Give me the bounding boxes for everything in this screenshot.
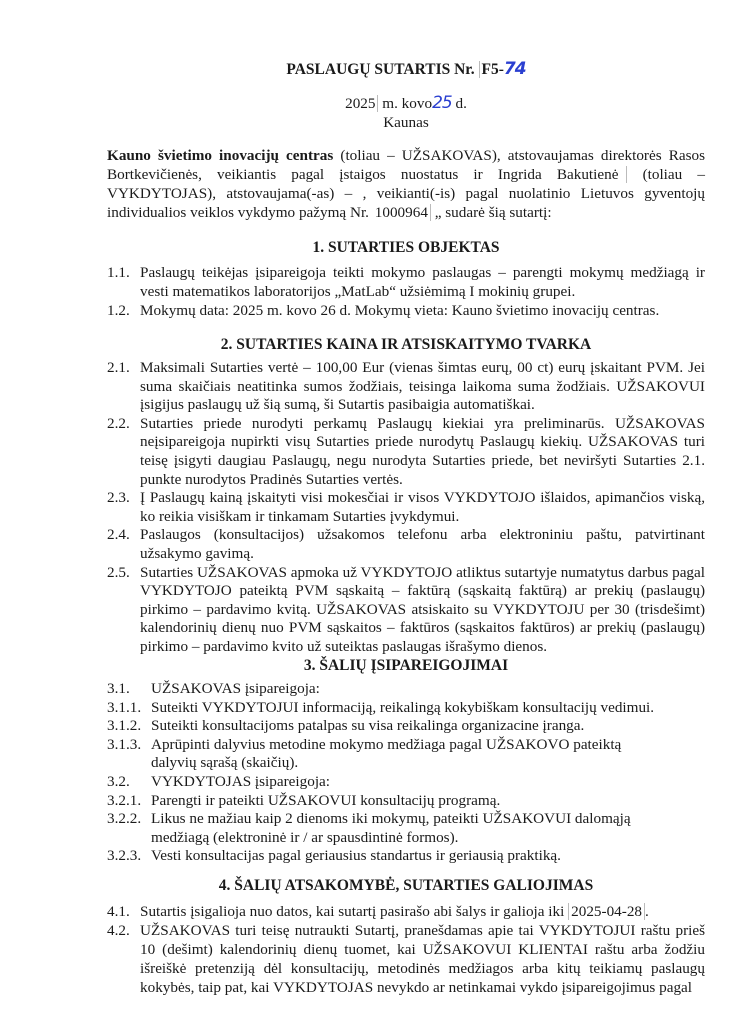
clause-text: Maksimali Sutarties vertė – 100,00 Eur (vienas šimtas eurų, 00 ct) eurų įskaitant PVM. Jei suma skaičiais neatitinka sumos žodžiais, teisinga laikoma suma žodžiais. UŽSAKOVUI įsigijus paslaugų už šią sumą, ši Sutartis pasibaigia automatiškai. — [140, 359, 705, 414]
clause-text: Suteikti VYKDYTOJUI informaciją, reikalingą kokybiškam konsultacijų vedimui. — [151, 698, 655, 716]
clause — [107, 526, 705, 563]
clause-text: Suteikti konsultacijoms patalpas su visa reikalinga organizacine įranga. — [151, 717, 585, 735]
section-3-items — [107, 680, 705, 866]
clause-text: VYKDYTOJAS įsipareigoja: — [151, 772, 331, 790]
clause-text: UŽSAKOVAS turi teisę nutraukti Sutartį, pranešdamas apie tai VYKDYTOJUI raštu prieš 10 (dešimt) kalendorinių dienų tuomet, kai UŽSAKOVUI KLIENTAI raštu arba žodžiu išreiškė pretenziją dėl konsultacijų, metodinės medžiagos arba kitų teikiamų paslaugų kokybės, taip pat, kai VYKDYTOJAS nevykdo ar netinkamai vykdo įsipareigojimus pagal — [140, 922, 705, 996]
clause — [107, 699, 705, 718]
section-4-items — [107, 902, 705, 997]
contract-number — [479, 61, 526, 78]
section-heading-3: 3. ŠALIŲ ĮSIPAREIGOJIMAI — [303, 657, 509, 674]
end-date: 2025-04-28 — [568, 903, 645, 920]
clause-text: Paslaugų teikėjas įsipareigoja teikti mokymo paslaugas – parengti mokymų medžiagą ir vesti matematikos laboratorijos „MatLab“ užsiėmimą I mokinių grupei. — [140, 264, 705, 300]
section-2-items — [107, 359, 705, 657]
clause-text — [140, 902, 705, 921]
section-heading-1: 1. SUTARTIES OBJEKTAS — [312, 239, 500, 256]
customer-name: Kauno švietimo inovacijų centras — [107, 147, 334, 164]
handwritten-day: 25 — [432, 93, 452, 113]
clause-text: Į Paslaugų kainą įskaityti visi mokesčiai ir visos VYKDYTOJO išlaidos, apimančios viską, ko reikia visiškam ir tinkamam Sutarties įvykdymui. — [140, 489, 705, 525]
clause — [107, 301, 705, 320]
certificate-number: 1000964 — [373, 204, 431, 221]
clause-number: 3.1. — [107, 680, 130, 697]
clause-text: Aprūpinti dalyvius metodine mokymo medžiaga pagal UŽSAKOVO pateiktą dalyvių sąrašą (skaičių). — [151, 735, 622, 772]
clause — [107, 489, 705, 526]
clause — [107, 717, 705, 736]
number-prefix: F5- — [481, 61, 504, 78]
clause-text: Paslaugos (konsultacijos) užsakomos telefonu arba elektroniniu paštu, patvirtinant užsakymo gavimą. — [140, 526, 705, 562]
clause-number: 2.5. — [107, 563, 130, 581]
clause-number: 2.4. — [107, 526, 130, 544]
clause-number: 3.1.2. — [107, 717, 142, 735]
clause — [107, 773, 705, 792]
clause — [107, 902, 705, 921]
clause — [107, 847, 705, 866]
clause — [107, 415, 705, 489]
contractor-name: Ingrida Bakutienė — [498, 166, 628, 183]
clause-text: Sutarties priede nurodyti perkamų Paslaugų kiekiai yra preliminarūs. UŽSAKOVAS neįsipareigoja nupirkti visų Sutarties priede nurodytų Paslaugų kiekių. UŽSAKOVAS turi teisę įsigyti daugiau Paslaugų, negu nurodyta Sutarties priede, bet neviršyti Sutarties 2.1. punkte nurodytos Pradinės Sutarties vertės. — [140, 414, 705, 488]
title-text: PASLAUGŲ SUTARTIS Nr. — [286, 61, 475, 78]
clause-number: 2.3. — [107, 489, 130, 507]
section-heading-2: 2. SUTARTIES KAINA IR ATSISKAITYMO TVARKA — [220, 336, 592, 353]
clause-number: 3.2. — [107, 772, 130, 790]
contract-city: Kaunas — [383, 114, 429, 131]
clause — [107, 736, 705, 773]
clause-number: 3.2.2. — [107, 810, 142, 828]
clause-text: Likus ne mažiau kaip 2 dienoms iki mokymų, pateikti UŽSAKOVUI dalomąją medžiagą (elektroninė ir / ar spausdintinė formos). — [151, 810, 631, 846]
clause-number: 2.2. — [107, 414, 130, 432]
clause-text: Parengti ir pateikti UŽSAKOVUI konsultacijų programą. — [151, 791, 501, 809]
clause-number: 1.1. — [107, 264, 130, 281]
intro-text-3: „ sudarė šią sutartį: — [430, 204, 552, 221]
clause-number: 2.1. — [107, 359, 130, 376]
clause — [107, 359, 705, 415]
clause-text-main: Sutartis įsigalioja nuo datos, kai sutartį pasirašo abi šalys ir galioja iki — [140, 903, 569, 920]
clause-end: . — [645, 903, 649, 920]
clause — [107, 810, 705, 847]
clause-text: Mokymų data: 2025 m. kovo 26 d. Mokymų vieta: Kauno švietimo inovacijų centras. — [140, 302, 660, 319]
date-year: 2025 — [345, 95, 378, 112]
clause-number: 3.1.3. — [107, 735, 142, 753]
date-day-suffix: d. — [455, 95, 467, 112]
handwritten-number: 74 — [503, 59, 526, 79]
clause-text: Sutarties UŽSAKOVAS apmoka už VYKDYTOJO atliktus sutartyje numatytus darbus pagal VYKDYTOJO pateiktą PVM sąskaitą – faktūrą (sąskaitą faktūrą) ar prekių (paslaugų) pirkimo – pardavimo kvitą. UŽSAKOVAS atsiskaito su VYKDYTOJU per 30 (trisdešimt) kalendorinių dienų nuo PVM sąskaitos – faktūros (sąskaitos faktūros) ar prekių (paslaugų) pirkimo – pardavimo kvito už suteiktas paslaugas išrašymo dienos. — [140, 563, 705, 655]
clause — [107, 564, 705, 657]
clause — [107, 680, 705, 699]
clause-text: Vesti konsultacijas pagal geriausius standartus ir geriausią praktiką. — [151, 847, 561, 865]
clause — [107, 263, 705, 301]
clause-number: 4.1. — [107, 903, 130, 920]
intro-paragraph — [107, 146, 705, 222]
clause-number: 3.2.3. — [107, 847, 142, 865]
clause-number: 4.2. — [107, 922, 130, 939]
intro-text-2: (toliau – VYKDYTOJAS), atstovaujama(-as) – , veikianti(-is) pagal nuolatinio Lietuvos gyventojų individualios veiklos vykdymo pažymą Nr. — [107, 166, 705, 221]
contract-date — [107, 94, 705, 113]
clause-number: 3.2.1. — [107, 791, 142, 809]
clause — [107, 792, 705, 811]
clause-number: 3.1.1. — [107, 698, 142, 716]
clause-number: 1.2. — [107, 302, 130, 319]
section-1-items — [107, 263, 705, 320]
document-title — [107, 60, 705, 79]
date-month: m. kovo — [382, 95, 433, 112]
intro-text-1: (toliau – UŽSAKOVAS), atstovaujamas direktorės Rasos Bortkevičienės, veikiantis pagal įstaigos nuostatus ir — [107, 147, 705, 183]
clause-text: UŽSAKOVAS įsipareigoja: — [151, 680, 320, 697]
section-heading-4: 4. ŠALIŲ ATSAKOMYBĖ, SUTARTIES GALIOJIMAS — [218, 877, 594, 894]
clause — [107, 921, 705, 997]
